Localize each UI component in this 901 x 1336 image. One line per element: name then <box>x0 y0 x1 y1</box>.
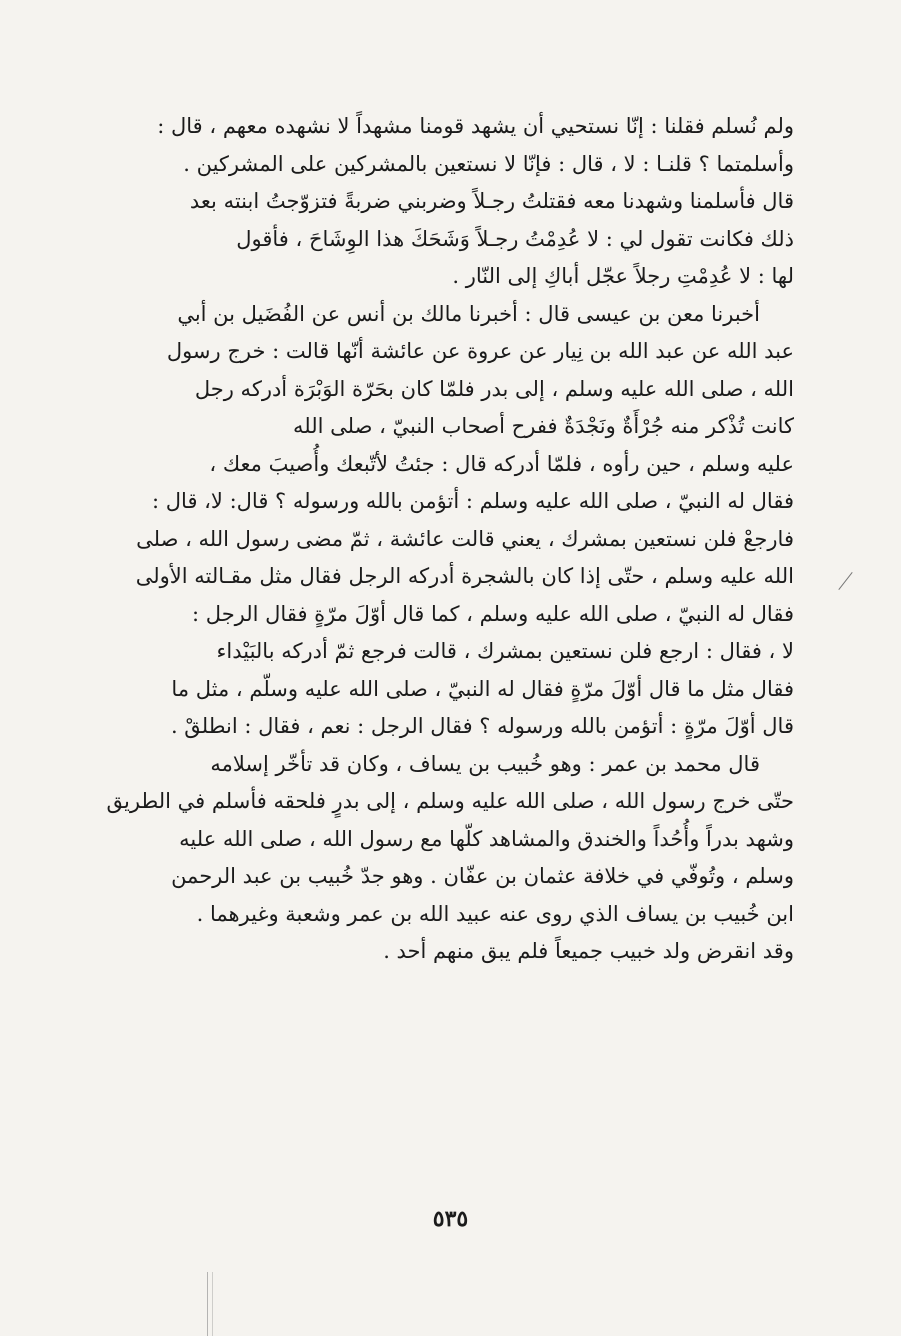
page-number: ٥٣٥ <box>432 1206 469 1232</box>
gutter-line <box>207 1272 208 1336</box>
paragraph-2: أخبرنا معن بن عيسى قال : أخبرنا مالك بن أنس عن الفُضَيل بن أبي عبد الله عن عبد الله بن نِيار عن عروة عن عائشة أنّها قالت : خرج رسول الله ، صلى الله عليه وسلم ، إلى بدر فلمّا كان بحَرّة الوَبْرَة أدركه رجل كانت تُذْكر منه جُرْأَةٌ ونَجْدَةٌ ففرح أصحاب النبيّ ، صلى الله عليه وسلم ، حين رأوه ، فلمّا أدركه قال : جئتُ لأتّبعك وأُصيبَ معك ، فقال له النبيّ ، صلى الله عليه وسلم : أتؤمن بالله ورسوله ؟ قال: لا، قال : فارجعْ فلن نستعين بمشرك ، يعني قالت عائشة ، ثمّ مضى رسول الله ، صلى الله عليه وسلم ، حتّى إذا كان بالشجرة أدركه الرجل فقال مثل مقـالته الأولى فقال له النبيّ ، صلى الله عليه وسلم ، كما قال أوّلَ مرّةٍ فقال الرجل : لا ، فقال : ارجع فلن نستعين بمشرك ، قالت فرجع ثمّ أدركه بالبَيْداء فقال مثل ما قال أوّلَ مرّةٍ فقال له النبيّ ، صلى الله عليه وسلّم ، مثل ما قال أوّلَ مرّةٍ : أتؤمن بالله ورسوله ؟ فقال الرجل : نعم ، فقال : انطلقْ . <box>135 301 794 738</box>
paragraph-1: ولم نُسلم فقلنا : إنّا نستحيي أن يشهد قومنا مشهداً لا نشهده معهم ، قال : وأسلمتما ؟ قلنـا : لا ، قال : فإنّا لا نستعين بالمشركين على المشركين . قال فأسلمنا وشهدنا معه فقتلتُ رجـلاً وضربني ضربةً فتزوّجتُ ابنته بعد ذلك فكانت تقول لي : لا عُدِمْتُ رجـلاً وَشَحَكَ هذا الوِشَاحَ ، فأقول لها : لا عُدِمْتِ رجلاً عجّل أباكِ إلى النّار . <box>157 114 794 288</box>
body-text <box>106 108 794 971</box>
margin-pencil-mark <box>838 572 852 590</box>
paragraph-3: قال محمد بن عمر : وهو خُبيب بن يساف ، وكان قد تأخّر إسلامه حتّى خرج رسول الله ، صلى الله عليه وسلم ، إلى بدرٍ فلحقه فأسلم في الطريق وشهد بدراً وأُحُداً والخندق والمشاهد كلّها مع رسول الله ، صلى الله عليه وسلم ، وتُوفّي في خلافة عثمان بن عفّان . وهو جدّ خُبيب بن عبد الرحمن ابن خُبيب بن يساف الذي روى عنه عبيد الله بن عمر وشعبة وغيرهما . وقد انقرض ولد خبيب جميعاً فلم يبق منهم أحد . <box>106 751 794 963</box>
gutter-line-secondary <box>212 1272 213 1336</box>
